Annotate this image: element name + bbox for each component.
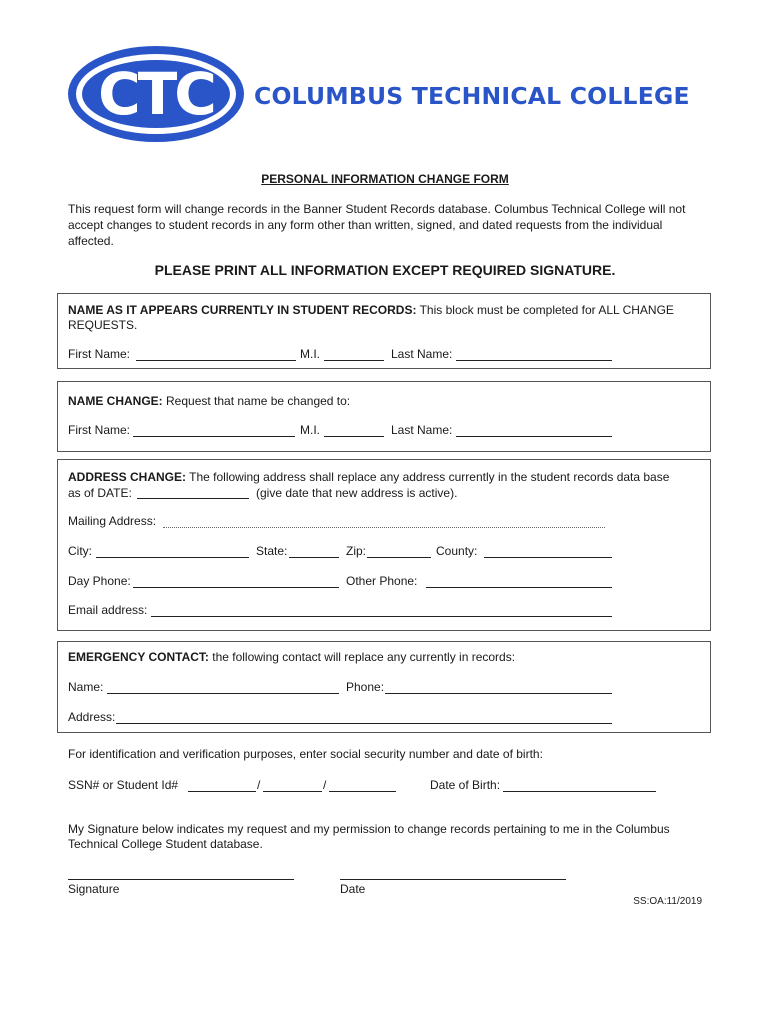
email-address-label: Email address: [68,603,148,617]
mailing-address-field[interactable] [163,527,605,528]
day-phone-field[interactable] [133,587,339,588]
county-field[interactable] [484,557,612,558]
address-change-instructions [68,470,669,485]
new-last-name-field[interactable] [456,436,612,437]
ssn-part2-field[interactable] [263,791,322,792]
day-phone-label: Day Phone: [68,574,131,588]
ssn-label: SSN# or Student Id# [68,778,179,792]
signature-label: Signature [68,882,120,896]
identification-note: For identification and verification purposes, enter social security number and date of birth: [68,747,543,761]
intro-paragraph: This request form will change records in the Banner Student Records database. Columbus Technical College will not accept changes to student records in any form other than written, signed, and dated requests from the individual affected. [68,202,686,248]
other-phone-field[interactable] [426,587,612,588]
address-date-note: (give date that new address is active). [256,486,458,500]
name-change-section [57,381,711,452]
print-instruction: PLEASE PRINT ALL INFORMATION EXCEPT REQUIRED SIGNATURE. [154,262,616,278]
name-change-heading: NAME CHANGE: [68,394,163,408]
email-address-field[interactable] [151,616,612,617]
other-phone-label: Other Phone: [346,574,418,588]
emergency-name-field[interactable] [107,693,339,694]
address-change-heading: ADDRESS CHANGE: [68,470,187,484]
signature-date-field[interactable] [340,879,566,880]
address-change-note: The following address shall replace any address currently in the student records data base [186,470,670,484]
address-effective-date-field[interactable] [137,498,249,499]
current-first-name-field[interactable] [136,360,296,361]
date-of-birth-field[interactable] [503,791,656,792]
state-field[interactable] [289,557,339,558]
city-label: City: [68,544,92,558]
city-field[interactable] [96,557,249,558]
current-name-heading: NAME AS IT APPEARS CURRENTLY IN STUDENT RECORDS: [68,303,417,317]
zip-label: Zip: [346,544,367,558]
new-mi-label: M.I. [300,423,320,437]
current-first-name-label: First Name: [68,347,131,361]
zip-field[interactable] [367,557,431,558]
current-last-name-field[interactable] [456,360,612,361]
signature-statement: My Signature below indicates my request and my permission to change records pertaining to me in the Columbus Technical College Student database. [68,822,670,851]
ssn-part3-field[interactable] [329,791,396,792]
signature-field[interactable] [68,879,294,880]
emergency-contact-heading: EMERGENCY CONTACT: [68,650,209,664]
emergency-address-field[interactable] [116,723,612,724]
form-title: PERSONAL INFORMATION CHANGE FORM [261,172,509,186]
emergency-contact-instructions [68,650,515,665]
college-name: COLUMBUS TECHNICAL COLLEGE [254,82,690,110]
new-mi-field[interactable] [324,436,384,437]
college-logo [66,44,690,148]
mailing-address-label: Mailing Address: [68,514,157,528]
name-change-instructions [68,394,350,409]
ssn-slash-1: / [257,778,261,792]
date-of-birth-label: Date of Birth: [430,778,501,792]
logo-letters: CTC [98,60,214,128]
emergency-contact-note: the following contact will replace any currently in records: [208,650,516,664]
emergency-address-label: Address: [68,710,116,724]
state-label: State: [256,544,288,558]
signature-date-label: Date [340,882,366,896]
current-name-note: This block must be completed for ALL CHANGE REQUESTS. [68,303,674,332]
address-as-of-label: as of DATE: [68,486,132,500]
new-last-name-label: Last Name: [391,423,453,437]
current-last-name-label: Last Name: [391,347,453,361]
new-first-name-label: First Name: [68,423,131,437]
emergency-name-label: Name: [68,680,104,694]
new-first-name-field[interactable] [133,436,295,437]
form-code: SS:OA:11/2019 [633,896,702,907]
current-mi-field[interactable] [324,360,384,361]
current-mi-label: M.I. [300,347,320,361]
emergency-phone-label: Phone: [346,680,385,694]
ssn-part1-field[interactable] [188,791,256,792]
name-change-note: Request that name be changed to: [162,394,351,408]
emergency-phone-field[interactable] [385,693,612,694]
county-label: County: [436,544,478,558]
ssn-slash-2: / [323,778,327,792]
current-name-instructions [68,303,698,333]
